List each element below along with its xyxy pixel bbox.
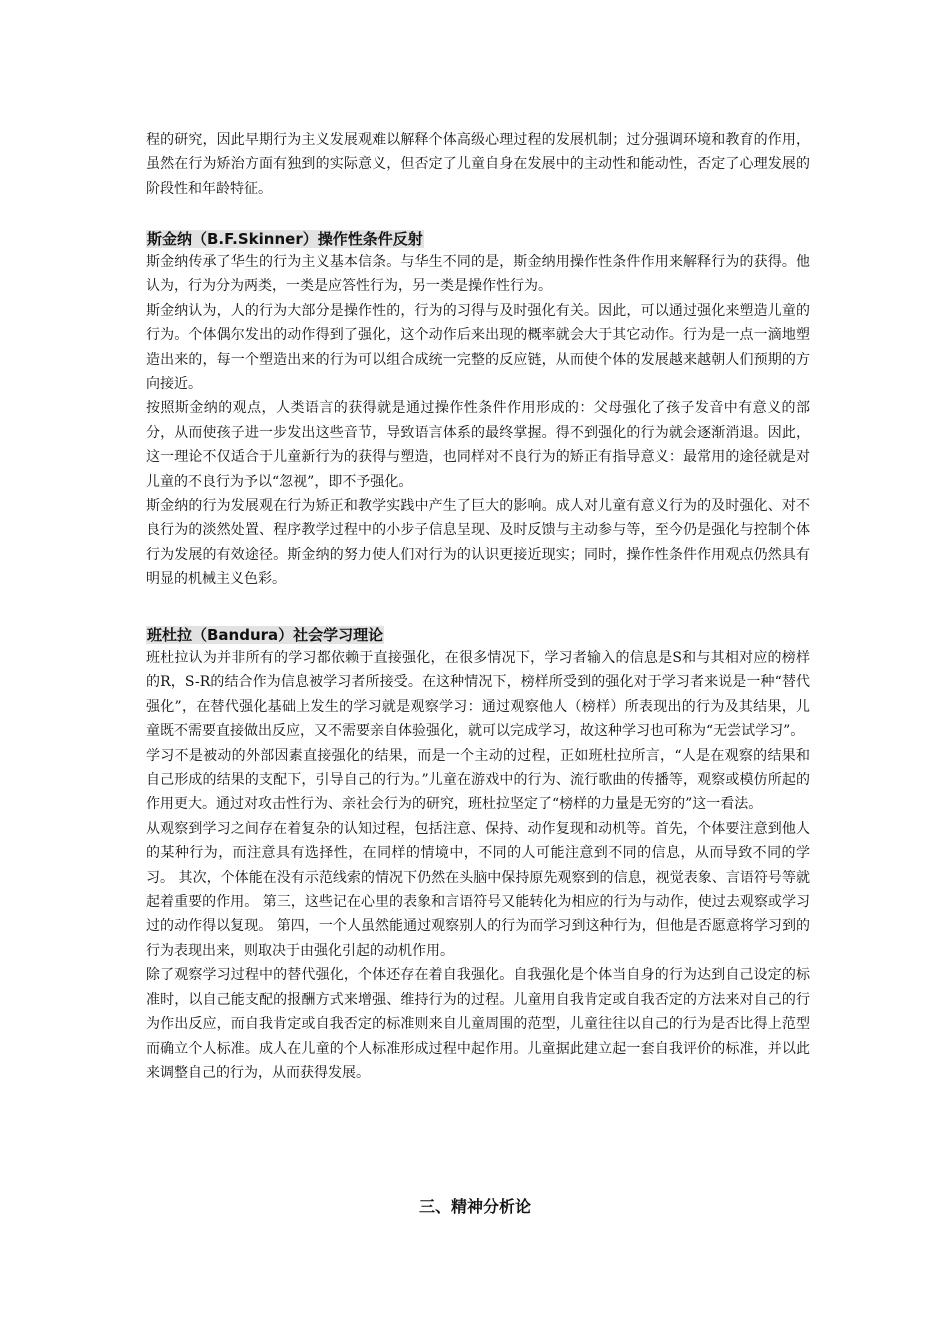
skinner-paragraph-2: 斯金纳认为，人的行为大部分是操作性的，行为的习得与及时强化有关。因此，可以通过强化来塑造儿童的行为。个体偶尔发出的动作得到了强化，这个动作后来出现的概率就会大于其它动作。行为是一点一滴地塑造出来的，每一个塑造出来的行为可以组合成统一完整的反应链，从而使个体的发展越来越朝人们预期的方向接近。 [146,302,810,393]
bandura-paragraph-4: 除了观察学习过程中的替代强化，个体还存在着自我强化。自我强化是个体当自身的行为达到自己设定的标准时，以自己能支配的报酬方式来增强、维持行为的过程。儿童用自我肯定或自我否定的方法来对自己的行为作出反应，而自我肯定或自我否定的标准则来自儿童周围的范型，儿童往往以自己的行为是否比得上范型而确立个人标准。成人在儿童的个人标准形成过程中起作用。儿童据此建立起一套自我评价的标准，并以此来调整自己的行为，从而获得发展。 [146,967,810,1081]
bandura-paragraph-1: 班杜拉认为并非所有的学习都依赖于直接强化，在很多情况下，学习者输入的信息是S和与其相对应的榜样的R，S-R的结合作为信息被学习者所接受。在这种情况下，榜样所受到的强化对于学习者来说是一种“替代强化”，在替代强化基础上发生的学习就是观察学习：通过观察他人（榜样）所表现出的行为及其结果，儿童既不需要直接做出反应，又不需要亲自体验强化，就可以完成学习，故这种学习也可称为“无尝试学习”。 [146,650,810,740]
bandura-section [146,624,810,1085]
bandura-paragraph-2: 学习不是被动的外部因素直接强化的结果，而是一个主动的过程，正如班杜拉所言，“人是在观察的结果和自己形成的结果的支配下，引导自己的行为。”儿童在游戏中的行为、流行歌曲的传播等，观察或模仿所起的作用更大。通过对攻击性行为、亲社会行为的研究，班杜拉坚定了“榜样的力量是无穷的”这一看法。 [146,747,810,813]
bandura-paragraph-3: 从观察到学习之间存在着复杂的认知过程，包括注意、保持、动作复现和动机等。首先，个体要注意到他人的某种行为，而注意具有选择性，在同样的情境中，不同的人可能注意到不同的信息，从而导致不同的学习。 其次，个体能在没有示范线索的情况下仍然在头脑中保持原先观察到的信息，视觉表象、言语符号等就起着重要的作用。 第三，这些记在心里的表象和言语符号又能转化为相应的行为与动作，使过去观察或学习过的动作得以复现。 第四，一个人虽然能通过观察别人的行为而学习到这种行为，但他是否愿意将学习到的行为表现出来，则取决于由强化引起的动机作用。 [146,820,810,959]
skinner-paragraph-4: 斯金纳的行为发展观在行为矫正和教学实践中产生了巨大的影响。成人对儿童有意义行为的及时强化、对不良行为的淡然处置、程序教学过程中的小步子信息呈现、及时反馈与主动参与等，至今仍是强化与控制个体行为发展的有效途径。斯金纳的努力使人们对行为的认识更接近现实；同时，操作性条件作用观点仍然具有明显的机械主义色彩。 [146,498,810,588]
section-heading-bandura [146,624,810,646]
intro-section [146,128,810,201]
heading-highlight: 斯金纳（B.F.Skinner）操作性条件反射 [147,230,423,248]
skinner-section [146,228,810,592]
skinner-paragraph-3: 按照斯金纳的观点，人类语言的获得就是通过操作性条件作用形成的：父母强化了孩子发音中有意义的部分，从而使孩子进一步发出这些音节，导致语言体系的最终掌握。得不到强化的行为就会逐渐消退。因此，这一理论不仅适合于儿童新行为的获得与塑造，也同样对不良行为的矫正有指导意义：最常用的途径就是对儿童的不良行为予以“忽视”，即不予强化。 [146,400,810,490]
heading-highlight: 班杜拉（Bandura）社会学习理论 [147,626,384,644]
chapter-title: 三、精神分析论 [418,1197,531,1216]
section-heading-skinner [146,228,810,250]
intro-paragraph: 程的研究，因此早期行为主义发展观难以解释个体高级心理过程的发展机制；过分强调环境和教育的作用，虽然在行为矫治方面有独到的实际意义，但否定了儿童自身在发展中的主动性和能动性，否定了心理发展的阶段性和年龄特征。 [146,132,810,197]
skinner-paragraph-1: 斯金纳传承了华生的行为主义基本信条。与华生不同的是，斯金纳用操作性条件作用来解释行为的获得。他认为，行为分为两类，一类是应答性行为，另一类是操作性行为。 [146,254,810,295]
